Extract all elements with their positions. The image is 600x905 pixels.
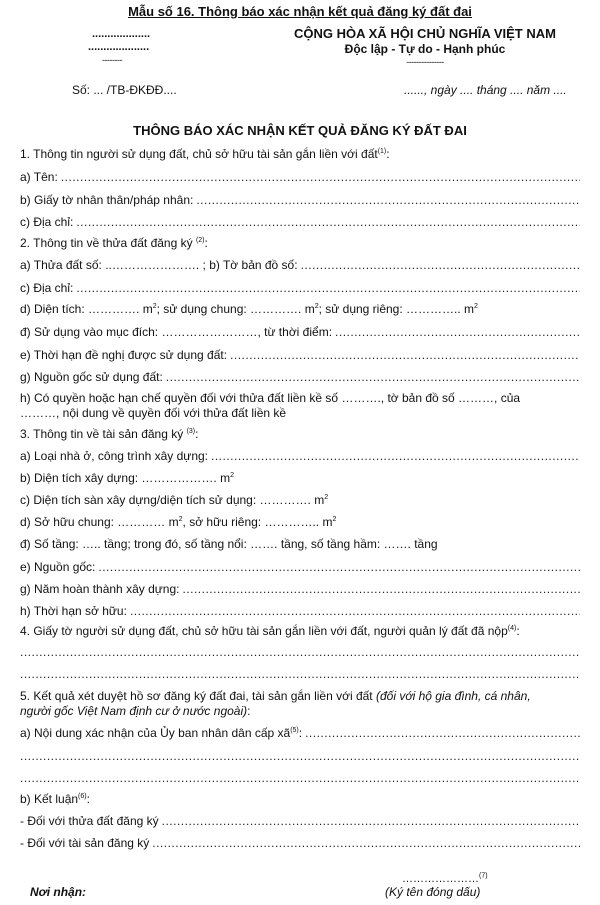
field-land-use-purpose: đ) Sử dụng vào mục đích: ……………………, từ thời điểm: ..... [20,325,580,339]
signature-note: (Ký tên đóng dấu) [385,885,481,899]
field-adjacent-rights-line-1: h) Có quyền hoặc hạn chế quyền đối với thửa đất liền kề số ………., tờ bản đồ số ………, của [20,391,521,405]
field-parcel-and-map-number: a) Thửa đất số: ..…………………. ; b) Tờ bản đồ số: ..... [20,258,580,272]
field-completion-year: g) Năm hoàn thành xây dựng: ..... [20,582,580,596]
field-adjacent-rights-line-2: ………, nội dung về quyền đối với thửa đất liền kề [20,406,287,420]
signature-dots: …………………$^{(7)}$ [402,872,488,885]
field-land-origin: g) Nguồn gốc sử dụng đất: ..... [20,370,580,384]
issuer-line-2: .................... [88,41,150,53]
conclusion-land: - Đối với thửa đất đăng ký ..... [20,814,580,828]
field-identity-papers: b) Giấy tờ nhân thân/pháp nhân: ..... [20,193,580,207]
document-number: Số: ... /TB-ĐKĐĐ.... [72,83,177,97]
section-5-heading-line-1: 5. Kết quả xét duyệt hồ sơ đăng ký đất đai, tài sản gắn liền với đất (đối với hộ gia đình, cá nhân, [20,689,531,703]
confirmation-line-3 [20,771,580,785]
section-4-heading: 4. Giấy tờ người sử dụng đất, chủ sở hữu tài sản gắn liền với đất, người quản lý đất đã nộp$^{(4)}$: [20,624,520,638]
confirmation-line-2 [20,749,580,763]
issuer-divider: -------- [102,55,122,65]
field-ownership: d) Sở hữu chung: ………… $m^2$, sở hữu riêng: ………….. $m^2$ [20,515,337,529]
documents-line-1 [20,645,580,659]
section-3-heading: 3. Thông tin về tài sản đăng ký $^{(3)}$: [20,427,199,441]
field-building-type: a) Loại nhà ở, công trình xây dựng: ..... [20,449,580,463]
form-title: Mẫu số 16. Thông báo xác nhận kết quả đăng ký đất đai [128,4,472,19]
field-parcel-address: c) Địa chỉ: ..... [20,281,580,295]
field-area: d) Diện tích: …………. $m^2$; sử dụng chung: …………. $m^2$; sử dụng riêng: ………….. $m^2$ [20,302,478,316]
section-2-heading: 2. Thông tin về thửa đất đăng ký $^{(2)}$: [20,236,208,250]
motto-divider: --------------- [406,57,444,67]
field-commune-confirmation: a) Nội dung xác nhận của Ủy ban nhân dân cấp $xã^{(5)}$: ..... [20,726,580,740]
field-name: a) Tên: ..... [20,170,580,184]
field-floor-area: c) Diện tích sàn xây dựng/diện tích sử dụng: …………. $m^2$ [20,493,329,507]
conclusion-heading: b) Kết luận$^{(6)}$: [20,792,90,806]
field-owner-address: c) Địa chỉ: ..... [20,215,580,229]
country-name: CỘNG HÒA XÃ HỘI CHỦ NGHĨA VIỆT NAM [294,26,556,41]
recipients-label: Nơi nhận: [30,885,87,899]
field-construction-area: b) Diện tích xây dựng: ………………. $m^2$ [20,471,234,485]
section-5-heading-line-2: người gốc Việt Nam định cư ở nước ngoài): [20,704,251,718]
issuer-line-1: ................... [92,28,151,40]
conclusion-asset: - Đối với tài sản đăng ký ..... [20,836,580,850]
field-ownership-term: h) Thời hạn sở hữu: ..... [20,604,580,618]
field-use-term: e) Thời hạn đề nghị được sử dụng đất: ..... [20,348,580,362]
document-title: THÔNG BÁO XÁC NHẬN KẾT QUẢ ĐĂNG KÝ ĐẤT ĐAI [133,123,467,138]
documents-line-2 [20,667,580,681]
section-1-heading: 1. Thông tin người sử dụng đất, chủ sở hữu tài sản gắn liền với đất$^{(1)}$: [20,147,390,161]
field-asset-origin: e) Nguồn gốc: ..... [20,560,580,574]
national-motto: Độc lập - Tự do - Hạnh phúc [344,42,506,56]
date-line: ......, ngày .... tháng .... năm .... [404,83,567,97]
field-floors: đ) Số tầng: ….. tầng; trong đó, số tầng nổi: ……. tầng, số tầng hầm: ……. tầng [20,537,438,551]
